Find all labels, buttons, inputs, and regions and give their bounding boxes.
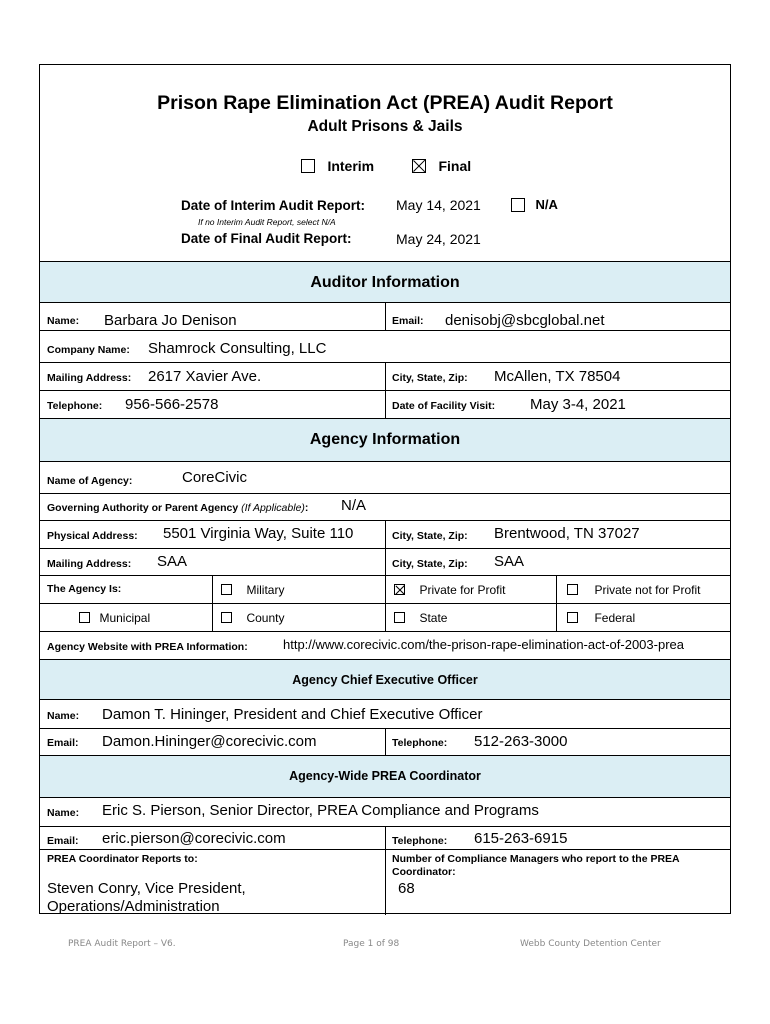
- type-county[interactable]: [221, 609, 284, 627]
- na-checkbox[interactable]: [511, 198, 525, 212]
- agency-name-label: Name of Agency:: [47, 475, 133, 487]
- agency-website-link[interactable]: http://www.corecivic.com/the-prison-rape-elimination-act-of-2003-prea: [283, 637, 684, 652]
- ceo-name-label: Name:: [47, 710, 80, 722]
- type-private-not-for-profit[interactable]: [567, 581, 701, 599]
- type-state[interactable]: [394, 609, 447, 627]
- auditor-email-label: Email:: [392, 315, 424, 327]
- interim-label: Interim: [327, 157, 375, 174]
- ceo-email-label: Email:: [47, 737, 79, 749]
- audit-report-form: [39, 64, 731, 914]
- private-for-profit-label: Private for Profit: [419, 582, 506, 597]
- ceo-phone: 512-263-3000: [474, 733, 568, 750]
- agency-type-label: The Agency Is:: [47, 583, 122, 595]
- physical-csz-label: City, State, Zip:: [392, 530, 468, 542]
- company-name: Shamrock Consulting, LLC: [148, 340, 327, 357]
- auditor-section-title: Auditor Information: [310, 274, 460, 291]
- private-not-for-profit-checkbox[interactable]: [567, 584, 578, 595]
- visit-date: May 3-4, 2021: [530, 396, 626, 413]
- coordinator-section-title: Agency-Wide PREA Coordinator: [289, 769, 481, 783]
- agency-mailing: SAA: [157, 553, 188, 570]
- municipal-checkbox[interactable]: [79, 612, 90, 623]
- footer-page-number: Page 1 of 98: [343, 939, 400, 949]
- coordinator-phone: 615-263-6915: [474, 830, 568, 847]
- final-date-label: Date of Final Audit Report:: [181, 231, 352, 246]
- auditor-name-label: Name:: [47, 315, 80, 327]
- managers-count: 68: [398, 880, 415, 897]
- physical-csz: Brentwood, TN 37027: [494, 525, 640, 542]
- na-option[interactable]: [511, 196, 558, 214]
- governing-label-text: Governing Authority or Parent Agency: [47, 502, 239, 514]
- governing-authority: N/A: [341, 497, 367, 514]
- private-for-profit-checkbox[interactable]: [394, 584, 405, 595]
- na-label: N/A: [535, 197, 558, 213]
- coordinator-email-label: Email:: [47, 835, 79, 847]
- federal-checkbox[interactable]: [567, 612, 578, 623]
- military-label: Military: [246, 582, 285, 597]
- private-not-for-profit-label: Private not for Profit: [594, 582, 701, 597]
- municipal-label: Municipal: [99, 610, 151, 625]
- reports-to-line-2: Operations/Administration: [47, 898, 220, 915]
- military-checkbox[interactable]: [221, 584, 232, 595]
- county-label: County: [246, 610, 285, 625]
- interim-option[interactable]: [301, 157, 374, 175]
- company-label: Company Name:: [47, 344, 130, 356]
- managers-label-line-2: Coordinator:: [392, 866, 456, 878]
- coordinator-name: Eric S. Pierson, Senior Director, PREA Compliance and Programs: [102, 802, 539, 819]
- ceo-email: Damon.Hininger@corecivic.com: [102, 733, 317, 750]
- report-title: Prison Rape Elimination Act (PREA) Audit Report: [157, 92, 613, 114]
- final-option[interactable]: [412, 157, 471, 175]
- final-checkbox[interactable]: [412, 159, 426, 173]
- coordinator-name-label: Name:: [47, 807, 80, 819]
- type-military[interactable]: [221, 581, 284, 599]
- footer-facility: Webb County Detention Center: [520, 939, 661, 949]
- type-federal[interactable]: [567, 609, 635, 627]
- agency-website-label: Agency Website with PREA Information:: [47, 641, 248, 653]
- federal-label: Federal: [594, 610, 636, 625]
- auditor-phone: 956-566-2578: [125, 396, 219, 413]
- reports-to-label: PREA Coordinator Reports to:: [47, 853, 198, 865]
- ceo-section-title: Agency Chief Executive Officer: [292, 673, 478, 687]
- auditor-phone-label: Telephone:: [47, 400, 103, 412]
- governing-note: (If Applicable): [241, 502, 305, 514]
- agency-name: CoreCivic: [182, 469, 248, 486]
- state-label: State: [419, 610, 448, 625]
- final-label: Final: [438, 157, 472, 174]
- interim-note: If no Interim Audit Report, select N/A: [198, 217, 336, 227]
- interim-date-label: Date of Interim Audit Report:: [181, 198, 365, 213]
- coordinator-email: eric.pierson@corecivic.com: [102, 830, 286, 847]
- county-checkbox[interactable]: [221, 612, 232, 623]
- type-municipal[interactable]: [79, 609, 150, 627]
- mailing-csz: SAA: [494, 553, 525, 570]
- auditor-mailing-label: Mailing Address:: [47, 372, 132, 384]
- agency-section-title: Agency Information: [309, 431, 461, 448]
- footer-left: PREA Audit Report – V6.: [68, 939, 176, 949]
- coordinator-phone-label: Telephone:: [392, 835, 448, 847]
- managers-label-line-1: Number of Compliance Managers who report to the PREA: [392, 853, 680, 865]
- ceo-name: Damon T. Hininger, President and Chief Executive Officer: [102, 706, 483, 723]
- ceo-phone-label: Telephone:: [392, 737, 448, 749]
- reports-to-line-1: Steven Conry, Vice President,: [47, 880, 246, 897]
- auditor-name: Barbara Jo Denison: [104, 312, 237, 329]
- final-date-value: May 24, 2021: [396, 231, 481, 247]
- visit-date-label: Date of Facility Visit:: [392, 400, 496, 412]
- physical-address-label: Physical Address:: [47, 530, 138, 542]
- auditor-email: denisobj@sbcglobal.net: [445, 312, 605, 329]
- governing-label: [47, 502, 308, 514]
- auditor-csz-label: City, State, Zip:: [392, 372, 468, 384]
- auditor-csz: McAllen, TX 78504: [494, 368, 621, 385]
- report-subtitle: Adult Prisons & Jails: [307, 118, 463, 135]
- state-checkbox[interactable]: [394, 612, 405, 623]
- physical-address: 5501 Virginia Way, Suite 110: [163, 525, 354, 542]
- type-private-for-profit[interactable]: [394, 581, 505, 599]
- governing-colon: :: [304, 502, 309, 514]
- interim-checkbox[interactable]: [301, 159, 315, 173]
- auditor-mailing: 2617 Xavier Ave.: [148, 368, 262, 385]
- agency-mailing-label: Mailing Address:: [47, 558, 132, 570]
- mailing-csz-label: City, State, Zip:: [392, 558, 468, 570]
- interim-date-value: May 14, 2021: [396, 197, 481, 213]
